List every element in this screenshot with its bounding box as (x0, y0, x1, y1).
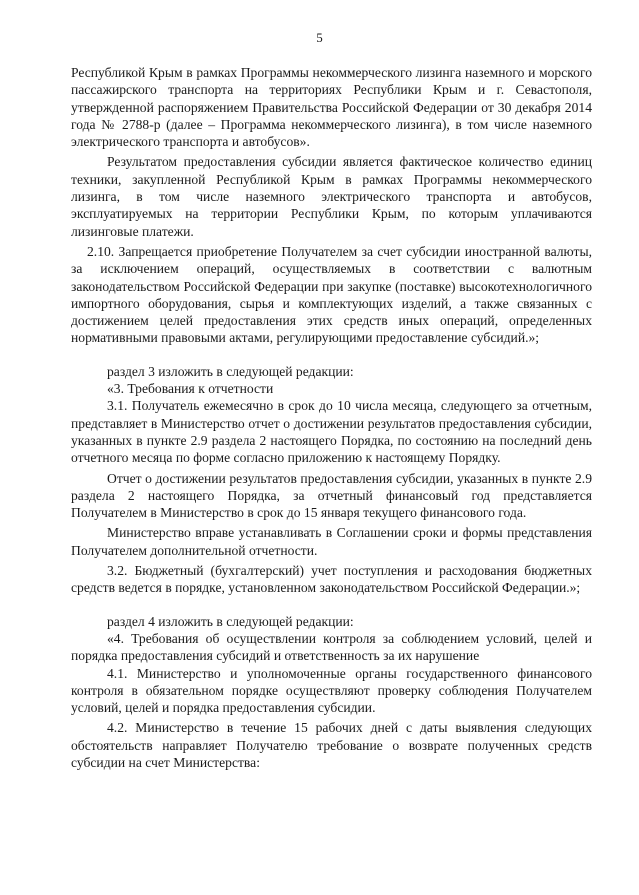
section-4-heading: «4. Требования об осуществлении контроля за соблюдением условий, целей и порядка предоставления субсидий и ответственность за их нарушение (71, 630, 592, 664)
paragraph-section-3-instruction: раздел 3 изложить в следующей редакции: (107, 363, 354, 379)
paragraph-clause-4-1: 4.1. Министерство и уполномоченные органы государственного финансового контроля в обязательном порядке осуществляют проверку соблюдения Получателем условий, целей и порядка предоставления субсидии. (71, 665, 592, 716)
paragraph-clause-2-10: 2.10. Запрещается приобретение Получателем за счет субсидии иностранной валюты, за исключением операций, осуществляемых в соответствии с валютным законодательством Российской Федерации при закупке (поставке) высокотехнологичного импортного оборудования, сырья и комплектующих изделий, а также связанных с достижением целей предоставления этих средств иных операций, определенных нормативными правовыми актами, регулирующими предоставление субсидий.»; (71, 243, 592, 346)
section-3-heading: «3. Требования к отчетности (107, 381, 274, 397)
paragraph-program-reference: Республикой Крым в рамках Программы некоммерческого лизинга наземного и морского пассажирского транспорта на территориях Республики Крым и г. Севастополя, утвержденной распоряжением Правительства Российской Федерации от 30 декабря 2014 года № 2788-р (далее – Программа некоммерческого лизинга), в том числе наземного электрического транспорта и автобусов». (71, 65, 592, 150)
page-number: 5 (316, 30, 323, 45)
paragraph-annual-report: Отчет о достижении результатов предоставления субсидии, указанных в пункте 2.9 раздела 2 настоящего Порядка, за отчетный финансовый год представляется Получателем в Министерство в срок до 15 января текущего финансового года. (71, 470, 592, 521)
paragraph-clause-4-2: 4.2. Министерство в течение 15 рабочих дней с даты выявления следующих обстоятельств направляет Получателю требование о возврате полученных средств субсидии на счет Министерства: (71, 720, 592, 770)
paragraph-clause-3-1: 3.1. Получатель ежемесячно в срок до 10 числа месяца, следующего за отчетным, представляет в Министерство отчет о достижении результатов предоставления субсидии, указанных в пункте 2.9 раздела 2 настоящего Порядка, по состоянию на последний день отчетного месяца по форме согласно приложению к настоящему Порядку. (71, 398, 592, 466)
paragraph-additional-reporting: Министерство вправе устанавливать в Соглашении сроки и формы представления Получателем дополнительной отчетности. (71, 525, 592, 558)
paragraph-clause-3-2: 3.2. Бюджетный (бухгалтерский) учет поступления и расходования бюджетных средств ведется в порядке, установленном законодательством Российской Федерации.»; (71, 563, 592, 596)
paragraph-subsidy-result: Результатом предоставления субсидии является фактическое количество единиц техники, закупленной Республикой Крым в рамках Программы некоммерческого лизинга, в том числе наземного электрического транспорта и автобусов, эксплуатируемых на территории Республики Крым, по которым уплачиваются лизинговые платежи. (71, 154, 592, 239)
paragraph-section-4-instruction: раздел 4 изложить в следующей редакции: (107, 613, 354, 629)
document-body (71, 64, 592, 771)
